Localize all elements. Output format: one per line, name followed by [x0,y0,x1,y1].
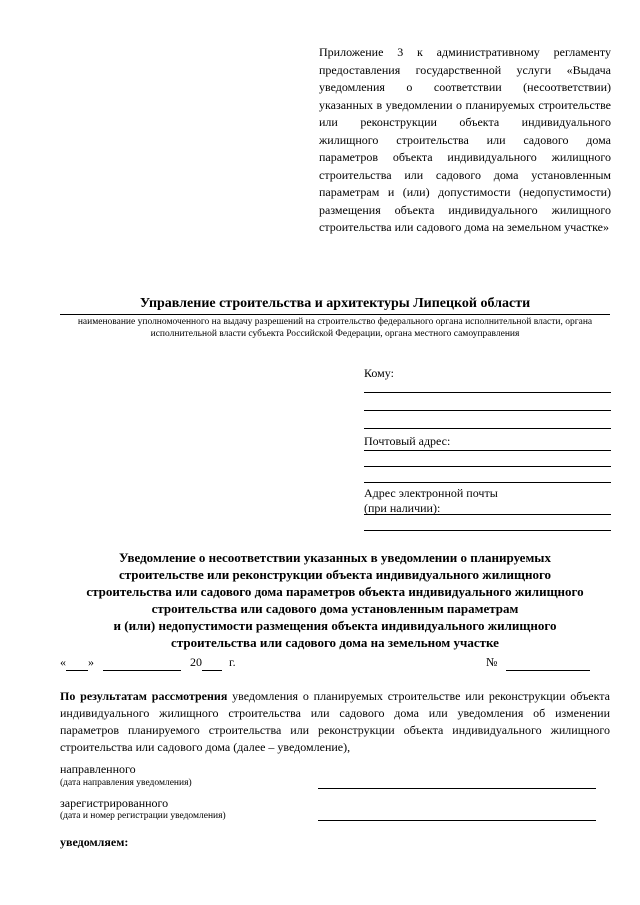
date-year-prefix: 20 [190,655,202,669]
postal-address-label: Почтовый адрес: [364,434,451,448]
recipient-to-line-1[interactable] [364,392,611,393]
date-open-quote: « [60,655,66,669]
sent-hint: (дата направления уведомления) [60,778,192,788]
email-line-2[interactable] [364,530,611,531]
notice-date [60,655,236,671]
notice-number [486,655,590,671]
notice-title-line: строительства или садового дома на земельном участке [171,635,499,650]
sent-label: направленного [60,762,136,776]
recipient-to-line-3[interactable] [364,428,611,429]
date-year-field[interactable] [202,655,222,671]
notice-title-line: строительства или садового дома параметров объекта индивидуального жилищного [86,584,584,599]
notice-title [60,549,610,651]
organization-hint: наименование уполномоченного на выдачу разрешений на строительство федерального органа исполнительной власти, органа исполнительной власти субъекта Российской Федерации, органа местного самоуправления [77,317,593,339]
number-sign: № [486,655,498,669]
date-month-field[interactable] [103,655,181,671]
recipient-to-label: Кому: [364,366,394,380]
registered-date-line[interactable] [318,820,596,821]
appendix-note: Приложение 3 к административному регламенту предоставления государственной услуги «Выдача уведомления о соответствии (несоответствии) указанных в уведомлении о планируемых строительстве или реконструкции объекта индивидуального жилищного строительства или садового дома параметров объекта индивидуального жилищного строительства или садового дома установленным параметрам и (или) допустимости (недопустимости) размещения объекта индивидуального жилищного строительства или садового дома на земельном участке» [319,45,611,234]
postal-address-line-3[interactable] [364,482,611,483]
recipient-to-line-2[interactable] [364,410,611,411]
notice-title-line: Уведомление о несоответствии указанных в уведомлении о планируемых [119,550,551,565]
date-day-field[interactable] [66,655,88,671]
email-line-1[interactable] [364,514,611,515]
sent-date-line[interactable] [318,788,596,789]
organization-name: Управление строительства и архитектуры Липецкой области [139,296,531,311]
registered-hint: (дата и номер регистрации уведомления) [60,811,226,821]
notice-title-line: строительства или садового дома установленным параметрам [151,601,519,616]
organization-underline [60,314,610,315]
body-paragraph [60,688,610,756]
postal-address-line-1[interactable] [364,450,611,451]
notice-title-line: строительстве или реконструкции объекта индивидуального жилищного [118,567,552,582]
notice-number-field[interactable] [506,655,590,671]
notify-label: уведомляем: [60,835,129,849]
email-label-note: (при наличии): [364,501,441,515]
body-text: уведомления о планируемых строительстве или реконструкции объекта индивидуального жилищного строительства или садового дома или уведомления об изменении параметров планируемого строительства или реконструкции объекта индивидуального жилищного строительства или садового дома (далее – уведомление), [60,689,610,754]
body-lead: По результатам рассмотрения [60,689,228,703]
date-year-suffix: г. [229,655,236,669]
email-label: Адрес электронной почты [364,486,498,500]
date-close-quote: » [88,655,94,669]
registered-label: зарегистрированного [60,796,169,810]
notice-title-line: и (или) недопустимости размещения объекта индивидуального жилищного [113,618,557,633]
postal-address-line-2[interactable] [364,466,611,467]
